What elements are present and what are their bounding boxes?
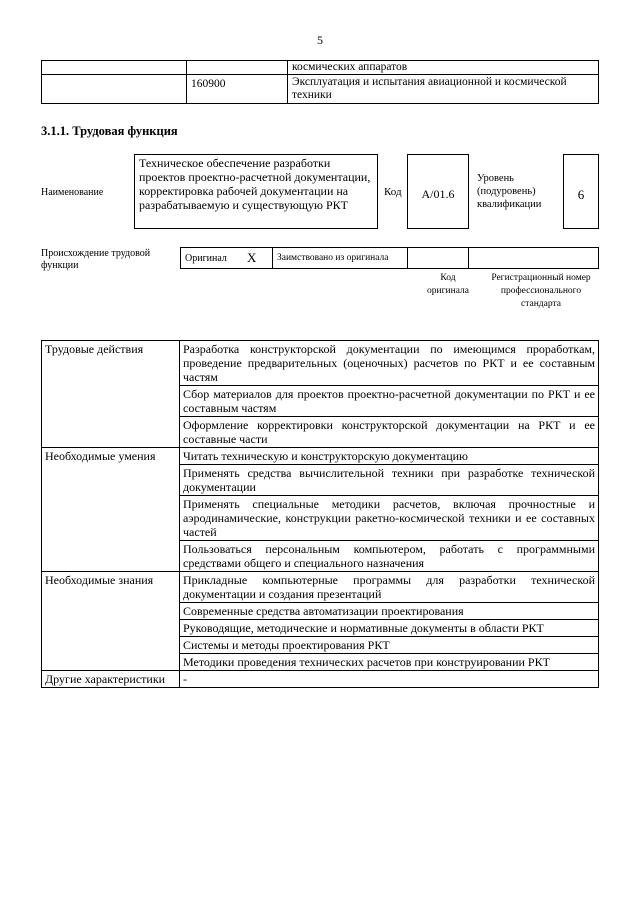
knowledge-item: Прикладные компьютерные программы для разработки технической документации и создания презентаций [180, 572, 599, 603]
level-label: Уровень (подуровень) квалификации [477, 173, 542, 210]
table-cell [42, 61, 187, 75]
action-item: Разработка конструкторской документации по имеющимся проработкам, проведение предварительных (оценочных) расчетов по РКТ и ее составным частям [180, 341, 599, 386]
skill-item: Применять средства вычислительной техники при разработке технической документации [180, 465, 599, 496]
origin-table [180, 247, 599, 269]
table-row [42, 61, 599, 75]
table-cell [187, 61, 288, 75]
caption-registration: Регистрационный номер профессионального стандарта [491, 273, 591, 309]
qualification-level: 6 [563, 154, 599, 229]
skill-item: Пользоваться персональным компьютером, работать с программными средствами общего и специального назначения [180, 541, 599, 572]
knowledge-item: Системы и методы проектирования РКТ [180, 637, 599, 654]
action-item: Оформление корректировки конструкторской документации на РКТ и ее составные части [180, 417, 599, 448]
original-mark: X [243, 248, 273, 269]
table-row [42, 448, 599, 465]
table-row [42, 671, 599, 688]
table-cell [42, 75, 187, 104]
code-label: Код [384, 186, 402, 198]
other-item: - [180, 671, 599, 688]
table-row [42, 572, 599, 603]
function-details-table [41, 340, 599, 688]
function-name: Техническое обеспечение разработки проектов проектно-расчетной документации, корректировка рабочей документации на разрабатываемую и существующую РКТ [134, 154, 378, 229]
registration-number-cell [469, 248, 599, 269]
table-row [42, 75, 599, 104]
original-code-cell [408, 248, 469, 269]
page-number: 5 [317, 33, 323, 47]
category-actions: Трудовые действия [42, 341, 180, 448]
table-row [42, 341, 599, 386]
table-row [181, 248, 599, 269]
knowledge-item: Методики проведения технических расчетов при конструировании РКТ [180, 654, 599, 671]
original-label: Оригинал [181, 248, 244, 269]
specialty-code: 160900 [187, 75, 288, 104]
action-item: Сбор материалов для проектов проектно-расчетной документации по РКТ и ее составным частям [180, 386, 599, 417]
borrowed-label: Заимствовано из оригинала [273, 248, 408, 269]
category-knowledge: Необходимые знания [42, 572, 180, 671]
table-cell: космических аппаратов [288, 61, 599, 75]
category-skills: Необходимые умения [42, 448, 180, 572]
origin-label: Происхождение трудовой функции [41, 248, 151, 271]
specialty-table [41, 60, 599, 104]
function-code: А/01.6 [407, 154, 469, 229]
section-title: 3.1.1. Трудовая функция [41, 124, 178, 138]
name-label: Наименование [41, 187, 104, 198]
specialty-name: Эксплуатация и испытания авиационной и космической техники [288, 75, 599, 104]
knowledge-item: Руководящие, методические и нормативные документы в области РКТ [180, 620, 599, 637]
skill-item: Применять специальные методики расчетов, включая прочностные и аэродинамические, конструкции ракетно-космической техники и ее составных частей [180, 496, 599, 541]
caption-code: Код оригинала [427, 273, 469, 296]
skill-item: Читать техническую и конструкторскую документацию [180, 448, 599, 465]
category-other: Другие характеристики [42, 671, 180, 688]
knowledge-item: Современные средства автоматизации проектирования [180, 603, 599, 620]
